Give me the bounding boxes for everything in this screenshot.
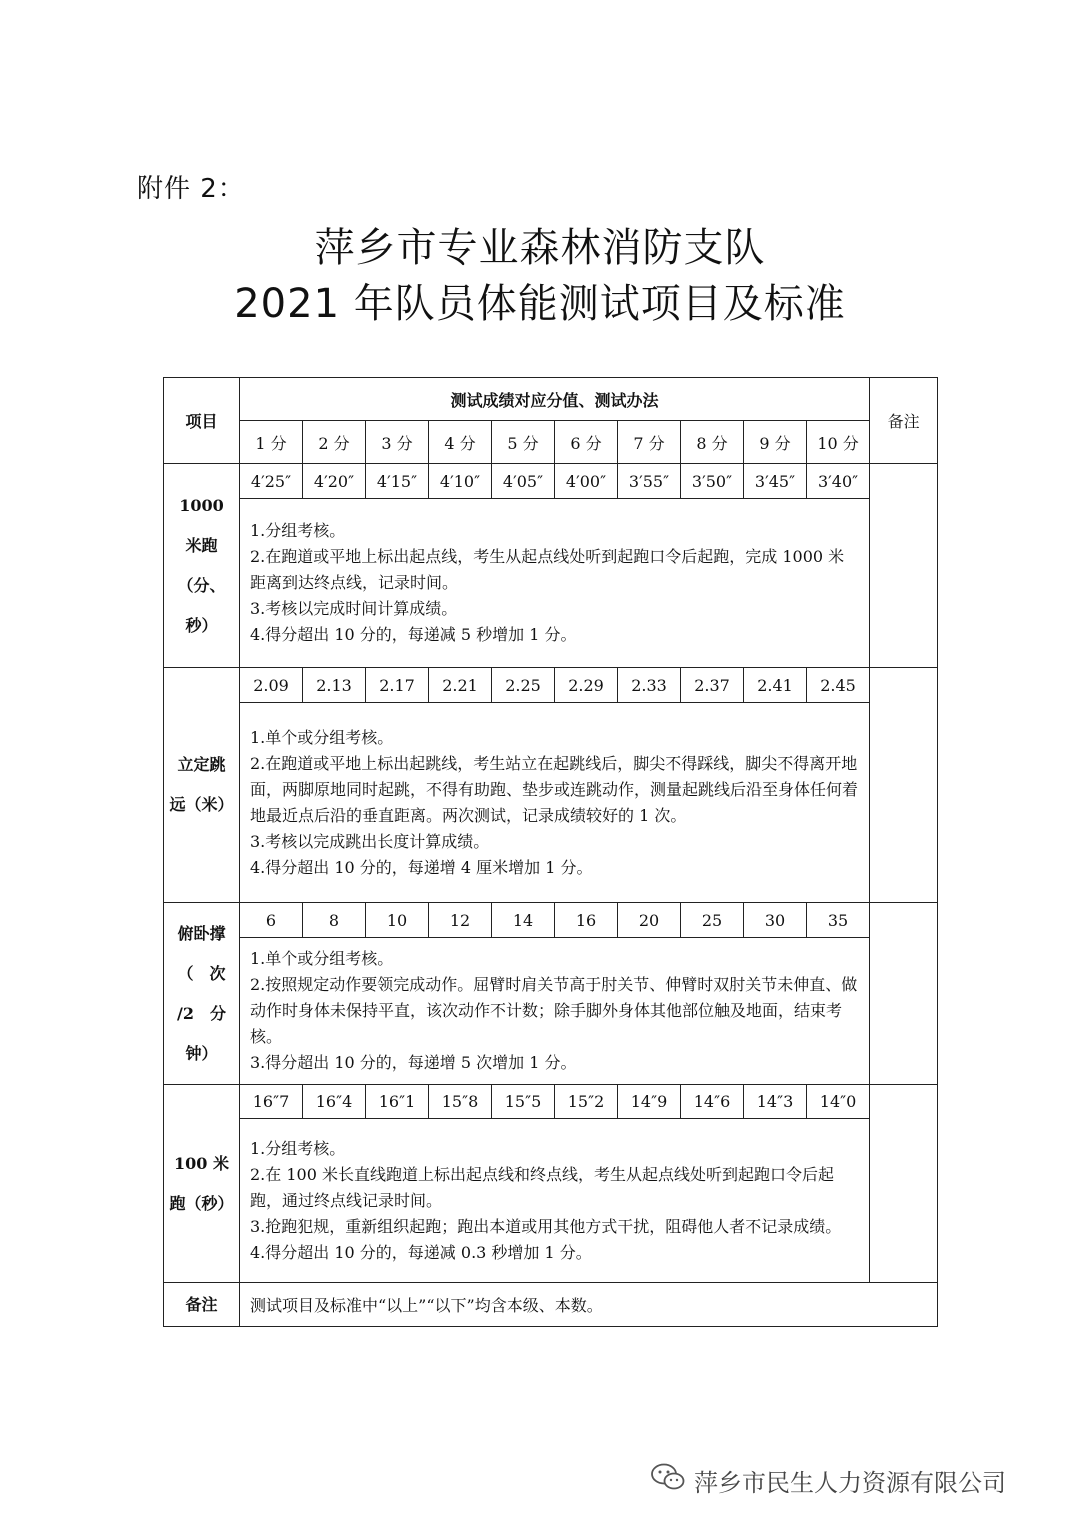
method-line: 2.按照规定动作要领完成动作。屈臂时肩关节高于肘关节、伸臂时双肘关节未伸直、做动作时身体未保持平直，该次动作不计数；除手脚外身体其他部位触及地面，结束考核。 <box>250 975 858 1046</box>
item-name-line: 俯卧撑 <box>177 923 226 943</box>
value-cell: 2.37 <box>681 668 744 703</box>
value-cell: 3′45″ <box>744 464 807 499</box>
item-name-long-jump <box>164 668 240 903</box>
remark-cell <box>870 668 938 903</box>
value-cell: 4′10″ <box>429 464 492 499</box>
score-cell: 2 分 <box>303 421 366 464</box>
value-cell: 4′15″ <box>366 464 429 499</box>
score-cell: 8 分 <box>681 421 744 464</box>
remark-cell <box>870 1085 938 1283</box>
method-line: 2.在跑道或平地上标出起跳线，考生站立在起跳线后，脚尖不得踩线，脚尖不得离开地面，两脚原地同时起跳，不得有助跑、垫步或连跳动作，测量起跳线后沿至身体任何着地最近点后沿的垂直距离。两次测试，记录成绩较好的 1 次。 <box>250 753 859 825</box>
value-cell: 2.13 <box>303 668 366 703</box>
value-cell: 30 <box>744 903 807 938</box>
standards-table <box>163 377 938 1327</box>
value-cell: 2.45 <box>807 668 870 703</box>
value-cell: 16 <box>555 903 618 938</box>
value-cell: 4′20″ <box>303 464 366 499</box>
item-name-line: 100 米 <box>174 1153 229 1173</box>
score-cell: 5 分 <box>492 421 555 464</box>
value-cell: 16″1 <box>366 1085 429 1119</box>
value-cell: 25 <box>681 903 744 938</box>
item-name-line: 立定跳 <box>177 755 226 774</box>
item-name-line: 钟） <box>185 1043 218 1063</box>
value-cell: 16″7 <box>240 1085 303 1119</box>
item-name-line: 1000 <box>179 495 224 515</box>
remark-cell <box>870 464 938 668</box>
value-cell: 12 <box>429 903 492 938</box>
value-cell: 15″2 <box>555 1085 618 1119</box>
score-cell: 4 分 <box>429 421 492 464</box>
value-cell: 20 <box>618 903 681 938</box>
value-cell: 4′00″ <box>555 464 618 499</box>
method-cell-long-jump <box>240 703 870 903</box>
value-cell: 8 <box>303 903 366 938</box>
item-name-line: 秒） <box>185 615 218 635</box>
value-cell: 16″4 <box>303 1085 366 1119</box>
method-line: 3.考核以完成时间计算成绩。 <box>250 599 458 618</box>
item-name-line: 远（米） <box>169 795 234 814</box>
method-line: 4.得分超出 10 分的，每递减 0.3 秒增加 1 分。 <box>250 1242 592 1262</box>
value-cell: 2.17 <box>366 668 429 703</box>
value-cell: 6 <box>240 903 303 938</box>
item-name-line: 米跑 <box>185 535 218 555</box>
method-line: 3.抢跑犯规，重新组织起跑；跑出本道或用其他方式干扰，阻碍他人者不记录成绩。 <box>250 1216 842 1236</box>
watermark <box>650 1460 1050 1500</box>
item-name-line: /2 分 <box>177 1003 226 1023</box>
value-cell: 2.09 <box>240 668 303 703</box>
method-line: 1.分组考核。 <box>250 521 346 540</box>
value-cell: 14 <box>492 903 555 938</box>
score-cell: 7 分 <box>618 421 681 464</box>
item-name-pushups <box>164 903 240 1085</box>
score-cell: 9 分 <box>744 421 807 464</box>
document-title-line2: 2021 年队员体能测试项目及标准 <box>234 281 846 327</box>
value-cell: 2.25 <box>492 668 555 703</box>
score-cell: 6 分 <box>555 421 618 464</box>
value-cell: 3′40″ <box>807 464 870 499</box>
attachment-label: 附件 2： <box>137 174 245 204</box>
score-cell: 10 分 <box>807 421 870 464</box>
footer-remark-label: 备注 <box>164 1283 240 1327</box>
item-name-100m <box>164 1085 240 1283</box>
method-line: 4.得分超出 10 分的，每递减 5 秒增加 1 分。 <box>250 625 577 644</box>
value-cell: 2.21 <box>429 668 492 703</box>
method-line: 3.得分超出 10 分的，每递增 5 次增加 1 分。 <box>250 1053 577 1072</box>
score-cell: 1 分 <box>240 421 303 464</box>
item-name-line: （ 次 <box>177 963 226 983</box>
value-cell: 14″0 <box>807 1085 870 1119</box>
method-line: 2.在 100 米长直线跑道上标出起点线和终点线，考生从起点线处听到起跑口令后起跑，通过终点线记录时间。 <box>250 1164 834 1210</box>
value-cell: 35 <box>807 903 870 938</box>
value-cell: 2.41 <box>744 668 807 703</box>
watermark-text: 萍乡市民生人力资源有限公司 <box>694 1468 1006 1497</box>
item-name-1000m <box>164 464 240 668</box>
remark-cell <box>870 903 938 1085</box>
score-header: 测试成绩对应分值、测试办法 <box>240 378 870 421</box>
value-cell: 3′55″ <box>618 464 681 499</box>
value-cell: 3′50″ <box>681 464 744 499</box>
method-line: 2.在跑道或平地上标出起点线，考生从起点线处听到起跑口令后起跑，完成 1000 米距离到达终点线，记录时间。 <box>250 547 845 592</box>
item-name-line: （分、 <box>177 575 226 595</box>
value-cell: 14″9 <box>618 1085 681 1119</box>
footer-remark-text: 测试项目及标准中“以上”“以下”均含本级、本数。 <box>240 1283 938 1327</box>
remark-header: 备注 <box>870 378 938 464</box>
value-cell: 10 <box>366 903 429 938</box>
method-line: 3.考核以完成跳出长度计算成绩。 <box>250 831 490 851</box>
method-line: 4.得分超出 10 分的，每递增 4 厘米增加 1 分。 <box>250 857 593 877</box>
method-line: 1.单个或分组考核。 <box>250 949 394 968</box>
method-line: 1.分组考核。 <box>250 1138 346 1158</box>
item-header: 项目 <box>164 378 240 464</box>
document-title-line1: 萍乡市专业森林消防支队 <box>314 225 766 271</box>
value-cell: 14″6 <box>681 1085 744 1119</box>
value-cell: 15″5 <box>492 1085 555 1119</box>
value-cell: 4′25″ <box>240 464 303 499</box>
value-cell: 4′05″ <box>492 464 555 499</box>
method-cell-1000m <box>240 499 870 668</box>
value-cell: 2.29 <box>555 668 618 703</box>
value-cell: 15″8 <box>429 1085 492 1119</box>
score-cell: 3 分 <box>366 421 429 464</box>
item-name-line: 跑（秒） <box>169 1193 234 1213</box>
wechat-icon <box>650 1462 694 1498</box>
method-line: 1.单个或分组考核。 <box>250 727 394 747</box>
value-cell: 2.33 <box>618 668 681 703</box>
value-cell: 14″3 <box>744 1085 807 1119</box>
method-cell-100m <box>240 1119 870 1283</box>
method-cell-pushups <box>240 938 870 1085</box>
